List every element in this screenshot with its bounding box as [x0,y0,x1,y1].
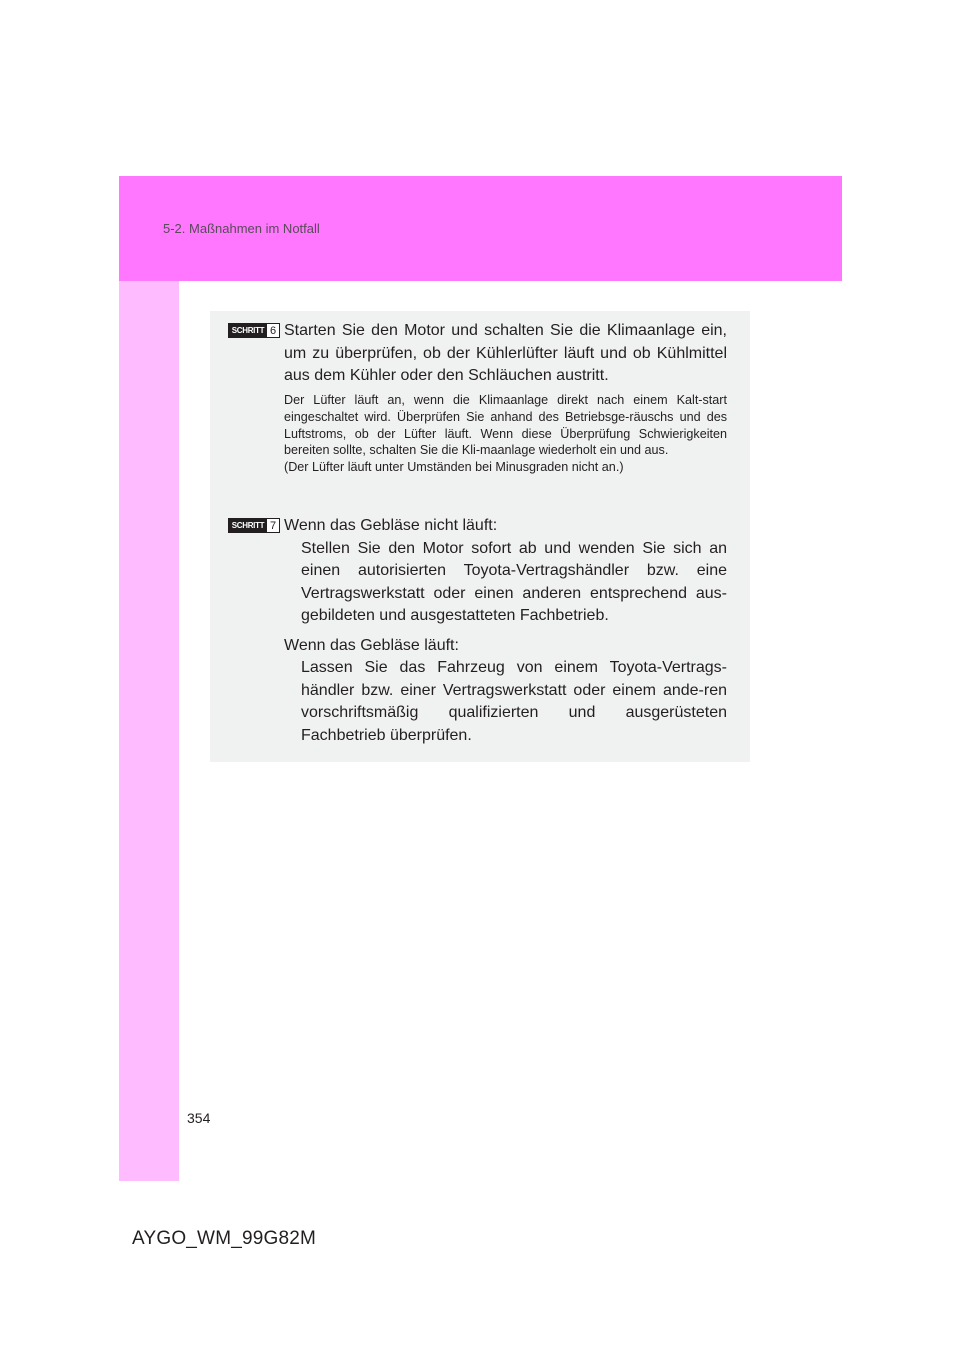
step-badge-word: SCHRITT [229,519,267,532]
step-badge-number: 6 [269,324,277,337]
page-number: 354 [187,1110,211,1126]
step-6-text: Starten Sie den Motor und schalten Sie die Klimaanlage ein, um zu überprüfen, ob der Kühlerlüfter läuft und ob Kühlmittel aus dem Kühler oder den Schläuchen austritt. [284,322,727,384]
step-7-case-1-lead: Wenn das Gebläse nicht läuft: [284,517,498,534]
step-6-note [284,392,727,476]
step-7-case-1-text: Stellen Sie den Motor sofort ab und wenden Sie sich an einen autorisierten Toyota-Vertragshändler bzw. eine Vertragswerkstatt oder einen anderen entsprechend aus-gebildeten und ausgestatteten Fachbetrieb. [301,539,727,624]
step-badge-7 [228,518,280,533]
manual-code: AYGO_WM_99G82M [132,1228,317,1249]
step-badge-6 [228,323,280,338]
step-6-note-text-2: (Der Lüfter läuft unter Umständen bei Minusgraden nicht an.) [284,460,624,475]
side-strip [119,281,179,1181]
step-badge-word: SCHRITT [229,324,267,337]
spacer [284,628,727,635]
step-6-instruction [284,320,727,388]
content-box [210,311,750,762]
step-6-note-text: Der Lüfter läuft an, wenn die Klimaanlage direkt nach einem Kalt-start eingeschaltet wird. Überprüfen Sie anhand des Betriebsge-räuschs und des Luftstroms, ob der Lüfter läuft. Wenn diese Überprüfung Schwierigkeiten bereiten sollte, schalten Sie die Kli-maanlage wiederholt ein und aus. [284,393,727,458]
section-title: 5-2. Maßnahmen im Notfall [163,221,320,236]
step-7-case-2-lead: Wenn das Gebläse läuft: [284,636,459,654]
step-badge-number: 7 [269,519,277,532]
step-7-instruction [284,515,727,747]
step-7-case-2-text: Lassen Sie das Fahrzeug von einem Toyota-Vertrags-händler bzw. einer Vertragswerkstatt oder einem ande-ren vorschriftsmäßig qualifizierten und ausgerüsteten Fachbetrieb überprüfen. [301,659,727,744]
